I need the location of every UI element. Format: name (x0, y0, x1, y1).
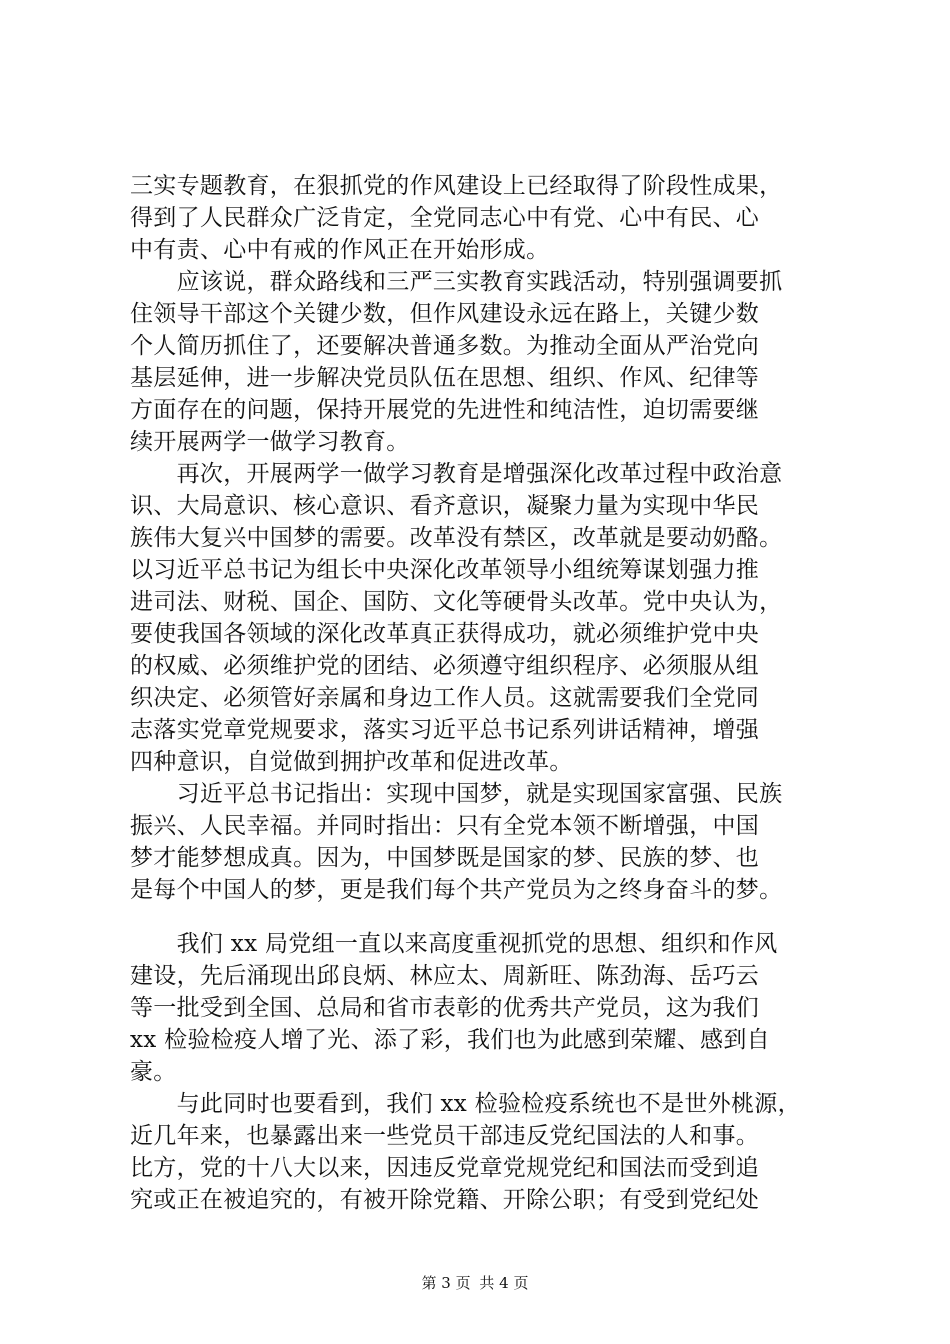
text-line: 织决定、必须管好亲属和身边工作人员。这就需要我们全党同 (130, 685, 760, 711)
text-line: 我们 xx 局党组一直以来高度重视抓党的思想、组织和作风 (130, 931, 778, 957)
text-line: 豪。 (130, 1059, 177, 1085)
text-line: 个人简历抓住了，还要解决普通多数。为推动全面从严治党向 (130, 333, 760, 359)
text-line: 梦才能梦想成真。因为，中国梦既是国家的梦、民族的梦、也 (130, 845, 760, 871)
page-footer (0, 1273, 950, 1293)
text-line: 的权威、必须维护党的团结、必须遵守组织程序、必须服从组 (130, 653, 760, 679)
text-line: 再次，开展两学一做学习教育是增强深化改革过程中政治意 (130, 461, 783, 487)
text-line: 是每个中国人的梦，更是我们每个共产党员为之终身奋斗的梦。 (130, 877, 783, 903)
text-line: xx 检验检疫人增了光、添了彩，我们也为此感到荣耀、感到自 (130, 1027, 770, 1053)
text-line: 振兴、人民幸福。并同时指出：只有全党本领不断增强，中国 (130, 813, 760, 839)
text-line: 志落实党章党规要求，落实习近平总书记系列讲话精神，增强 (130, 717, 760, 743)
text-line: 中有责、心中有戒的作风正在开始形成。 (130, 237, 550, 263)
text-line: 住领导干部这个关键少数，但作风建设永远在路上，关键少数 (130, 301, 760, 327)
text-line: 三实专题教育，在狠抓党的作风建设上已经取得了阶段性成果， (130, 173, 783, 199)
text-line: 习近平总书记指出：实现中国梦，就是实现国家富强、民族 (130, 781, 783, 807)
text-line: 应该说，群众路线和三严三实教育实践活动，特别强调要抓 (130, 269, 783, 295)
page-total: 共 4 页 (479, 1274, 529, 1292)
text-line: 比方，党的十八大以来，因违反党章党规党纪和国法而受到追 (130, 1155, 760, 1181)
text-line: 进司法、财税、国企、国防、文化等硬骨头改革。党中央认为， (130, 589, 783, 615)
text-line: 以习近平总书记为组长中央深化改革领导小组统筹谋划强力推 (130, 557, 760, 583)
text-line: 得到了人民群众广泛肯定，全党同志心中有党、心中有民、心 (130, 205, 760, 231)
text-line: 与此同时也要看到，我们 xx 检验检疫系统也不是世外桃源， (130, 1091, 801, 1117)
text-line: 近几年来，也暴露出来一些党员干部违反党纪国法的人和事。 (130, 1123, 760, 1149)
text-line: 续开展两学一做学习教育。 (130, 429, 410, 455)
text-line: 要使我国各领域的深化改革真正获得成功，就必须维护党中央 (130, 621, 760, 647)
text-line: 建设，先后涌现出邱良炳、林应太、周新旺、陈劲海、岳巧云 (130, 963, 760, 989)
text-line: 族伟大复兴中国梦的需要。改革没有禁区，改革就是要动奶酪。 (130, 525, 783, 551)
text-line: 究或正在被追究的，有被开除党籍、开除公职；有受到党纪处 (130, 1187, 760, 1213)
text-line: 识、大局意识、核心意识、看齐意识，凝聚力量为实现中华民 (130, 493, 760, 519)
text-line: 方面存在的问题，保持开展党的先进性和纯洁性，迫切需要继 (130, 397, 760, 423)
text-line: 四种意识，自觉做到拥护改革和促进改革。 (130, 749, 573, 775)
text-line: 等一批受到全国、总局和省市表彰的优秀共产党员，这为我们 (130, 995, 760, 1021)
text-line: 基层延伸，进一步解决党员队伍在思想、组织、作风、纪律等 (130, 365, 760, 391)
page-number: 第 3 页 (421, 1274, 471, 1292)
